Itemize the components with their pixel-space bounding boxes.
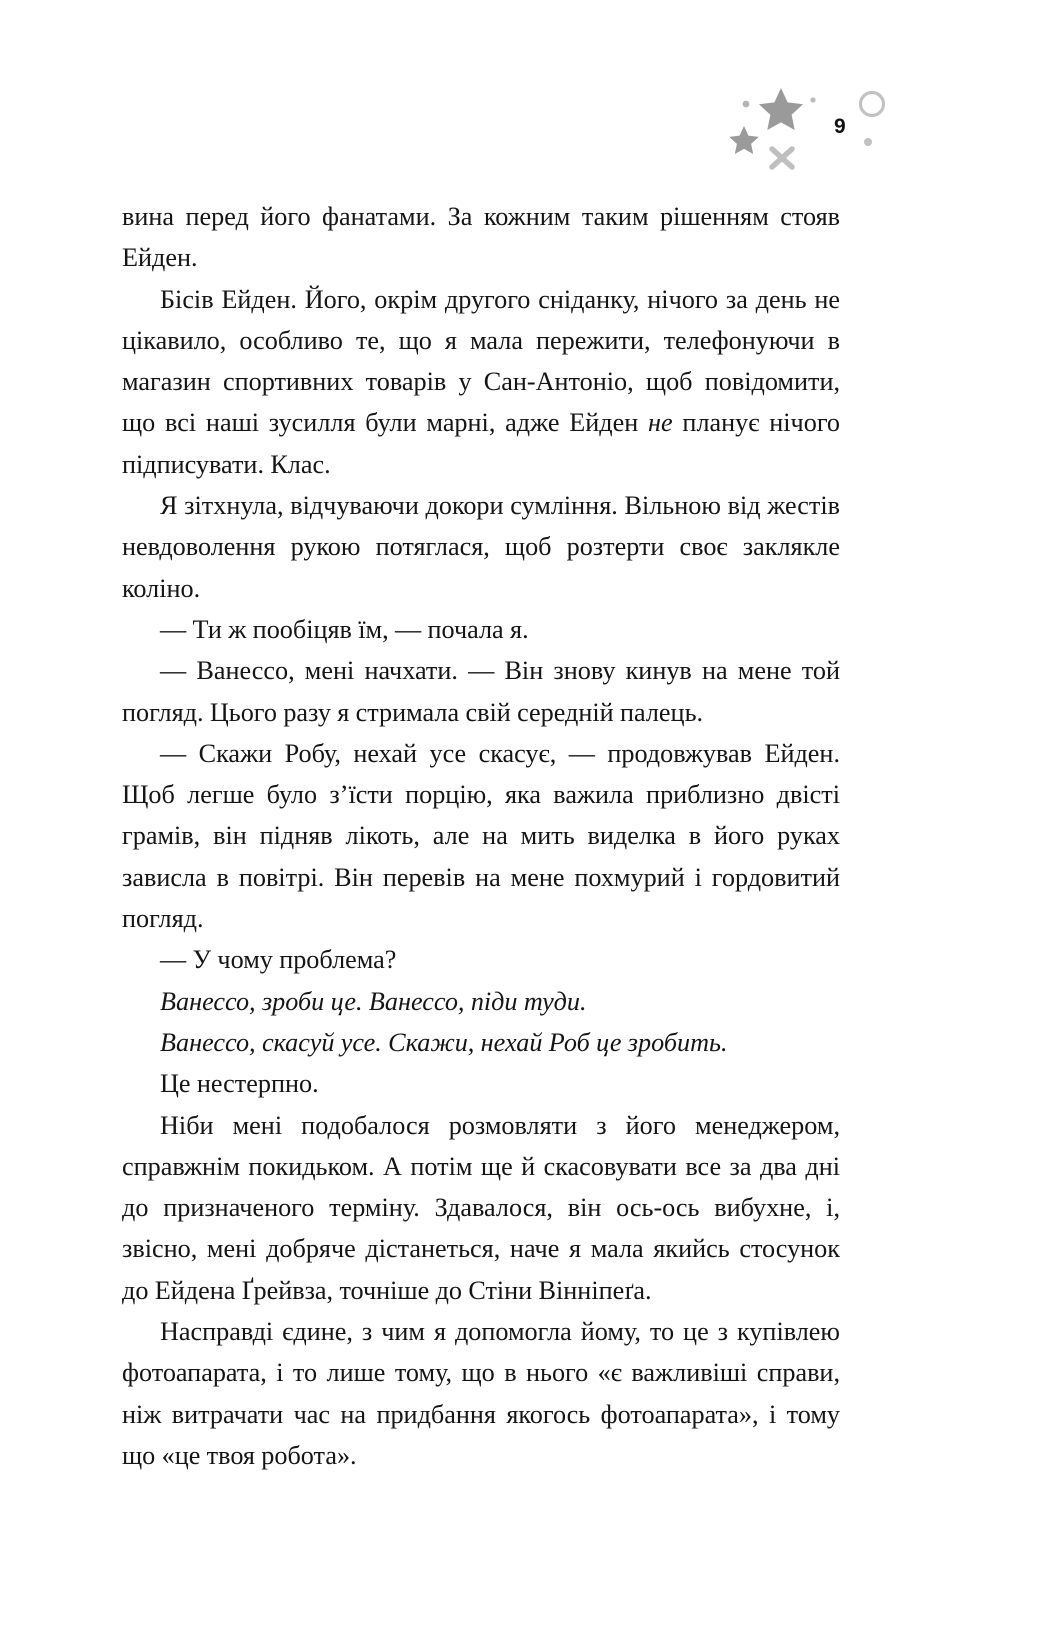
text-run: Бісів Ейден. Його, окрім другого сніданку, нічого за день не цікавило, особливо те, що я мала пережити, телефонуючи в магазин спортивних товарів у Сан-Антоніо, щоб повідомити, що всі наші зусилля були марні, адже Ейден xyxy=(122,284,840,438)
paragraph-ya-zitkhnula xyxy=(122,485,840,609)
paragraph-dialogue-2 xyxy=(122,650,840,733)
text-run: Насправді єдине, з чим я допомогла йому, то це з купівлею фотоапарата, і то лише тому, що в нього «є важливіші справи, ніж витрачати час на придбання якогось фотоапарата», і тому що «це твоя робота». xyxy=(122,1317,840,1470)
paragraph-continued xyxy=(122,196,840,279)
paragraph-inner-monologue-2 xyxy=(122,1022,840,1063)
paragraph-inner-monologue-1 xyxy=(122,981,840,1022)
text-run: — У чому проблема? xyxy=(160,945,397,975)
page-header xyxy=(718,82,928,182)
text-run: Ніби мені подобалося розмовляти з його менеджером, справжнім покидьком. А потім ще й скасовувати все за два дні до призначеного терміну. Здавалося, він ось-ось вибухне, і, звісно, мені добряче дістанеться, наче я мала якийсь стосунок до Ейдена Ґрейвза, точніше до Стіни Вінніпеґа. xyxy=(122,1110,840,1305)
body-text-column xyxy=(122,196,840,1476)
paragraph-naspravdi xyxy=(122,1311,840,1476)
stars-ornament-icon xyxy=(718,82,928,182)
text-run: — Скажи Робу, нехай усе скасує, — продовжував Ейден. Щоб легше було з’їсти порцію, яка важила приблизно двісті грамів, він підняв лікоть, але на мить виделка в його руках зависла в повітрі. Він перевів на мене похмурий і гордовитий погляд. xyxy=(122,738,840,934)
text-run: Це нестерпно. xyxy=(160,1069,319,1099)
paragraph-bisiv-eyden xyxy=(122,279,840,485)
paragraph-dialogue-3 xyxy=(122,733,840,939)
paragraph-niby-meni xyxy=(122,1105,840,1311)
emphasis-run: Ванессо, скасуй усе. Скажи, нехай Роб це зробить. xyxy=(160,1027,728,1057)
paragraph-dialogue-4 xyxy=(122,939,840,980)
page-number: 9 xyxy=(834,115,846,138)
paragraph-dialogue-1 xyxy=(122,609,840,650)
paragraph-inner-monologue-3 xyxy=(122,1063,840,1104)
emphasis-run: не xyxy=(648,408,673,438)
text-run: вина перед його фанатами. За кожним таким рішенням стояв Ейден. xyxy=(122,202,840,273)
text-run: планує нічого підписувати. Клас. xyxy=(122,408,840,479)
emphasis-run: Ванессо, зроби це. Ванессо, піди туди. xyxy=(160,986,587,1016)
text-run: Я зітхнула, відчуваючи докори сумління. Вільною від жестів невдоволення рукою потяглася, щоб розтерти своє заклякле коліно. xyxy=(122,491,840,603)
text-run: — Ти ж пообіцяв їм, — почала я. xyxy=(160,614,529,644)
text-run: — Ванессо, мені начхати. — Він знову кинув на мене той погляд. Цього разу я стримала свій середній палець. xyxy=(122,656,840,727)
